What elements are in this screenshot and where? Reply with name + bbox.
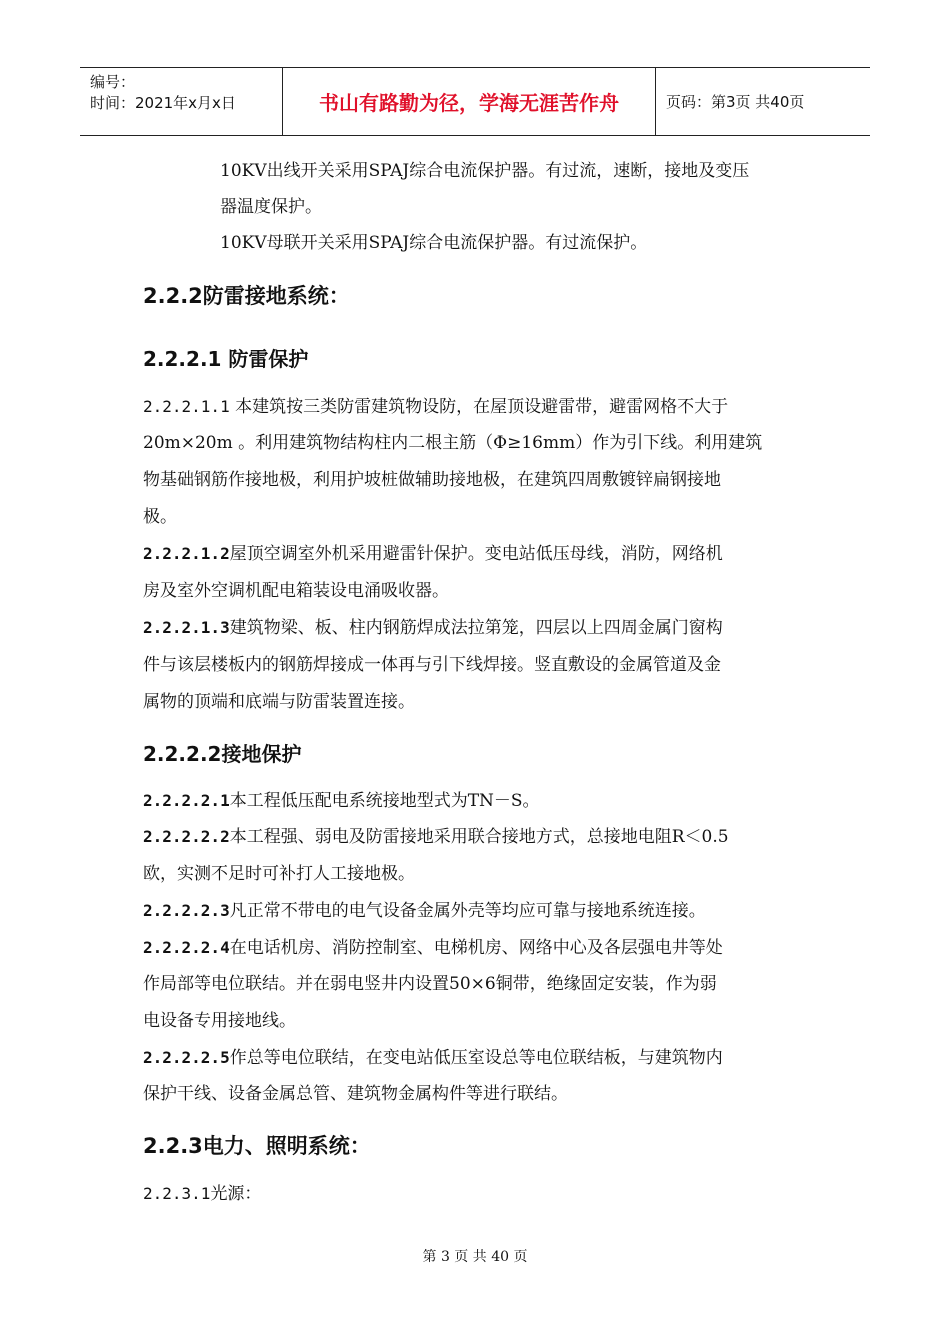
header-meta	[80, 68, 282, 135]
item-text: 本工程低压配电系统接地型式为TN－S。	[229, 791, 540, 811]
item-number: 2.2.2.1.3	[143, 618, 230, 637]
header-motto: 书山有路勤为径，学海无涯苦作舟	[282, 68, 656, 135]
paragraph-line: 保护干线、设备金属总管、建筑物金属构件等进行联结。	[143, 1084, 568, 1104]
item-text: 建筑物梁、板、柱内钢筋焊成法拉第笼，四层以上四周金属门窗构	[229, 618, 723, 638]
paragraph-line	[143, 1176, 261, 1212]
paragraph-line	[143, 893, 706, 929]
paragraph-line: 电设备专用接地线。	[143, 1011, 296, 1031]
section-heading-2-2-2: 2.2.2防雷接地系统：	[143, 284, 350, 308]
item-text: 本建筑按三类防雷建筑物设防，在屋顶设避雷带，避雷网格不大于	[229, 397, 729, 417]
paragraph-line	[143, 783, 540, 819]
header-page-info: 页码：第3页 共40页	[666, 93, 805, 111]
paragraph-line: 作局部等电位联结。并在弱电竖井内设置50×6铜带，绝缘固定安装，作为弱	[143, 974, 717, 994]
section-heading-2-2-2-1: 2.2.2.1 防雷保护	[143, 347, 309, 371]
paragraph-line: 器温度保护。	[220, 197, 322, 217]
item-number: 2.2.2.1.1	[143, 397, 230, 416]
page-footer: 第 3 页 共 40 页	[422, 1249, 528, 1265]
paragraph-line	[143, 930, 723, 966]
paragraph-line: 20m×20m 。利用建筑物结构柱内二根主筋（Φ≥16mm）作为引下线。利用建筑	[143, 433, 763, 453]
item-number: 2.2.2.2.1	[143, 791, 230, 810]
item-number: 2.2.2.2.3	[143, 901, 230, 920]
item-number: 2.2.3.1	[143, 1184, 211, 1203]
item-number: 2.2.2.2.2	[143, 827, 230, 846]
paragraph-line: 欧，实测不足时可补打人工接地极。	[143, 864, 415, 884]
paragraph-line	[143, 389, 728, 425]
item-text: 本工程强、弱电及防雷接地采用联合接地方式，总接地电阻R＜0.5	[229, 827, 729, 847]
date-label: 时间：2021年x月x日	[90, 94, 236, 112]
section-heading-2-2-3: 2.2.3电力、照明系统：	[143, 1134, 371, 1158]
item-text: 凡正常不带电的电气设备金属外壳等均应可靠与接地系统连接。	[229, 901, 706, 921]
paragraph-line: 极。	[143, 507, 177, 527]
item-number: 2.2.2.2.5	[143, 1048, 230, 1067]
paragraph-line: 件与该层楼板内的钢筋焊接成一体再与引下线焊接。竖直敷设的金属管道及金	[143, 655, 721, 675]
paragraph-line	[143, 610, 723, 646]
serial-label: 编号：	[90, 73, 136, 91]
item-number: 2.2.2.2.4	[143, 938, 230, 957]
item-text: 屋顶空调室外机采用避雷针保护。变电站低压母线，消防，网络机	[229, 544, 723, 564]
paragraph-line	[143, 536, 723, 572]
item-text: 在电话机房、消防控制室、电梯机房、网络中心及各层强电井等处	[229, 938, 723, 958]
paragraph-line: 房及室外空调机配电箱装设电涌吸收器。	[143, 581, 449, 601]
item-text: 作总等电位联结，在变电站低压室设总等电位联结板，与建筑物内	[229, 1048, 723, 1068]
section-heading-2-2-2-2: 2.2.2.2接地保护	[143, 742, 302, 766]
item-text: 光源：	[210, 1184, 262, 1204]
paragraph-line	[143, 1040, 723, 1076]
paragraph-line: 10KV母联开关采用SPAJ综合电流保护器。有过流保护。	[220, 233, 648, 253]
paragraph-line: 10KV出线开关采用SPAJ综合电流保护器。有过流，速断，接地及变压	[220, 161, 750, 181]
paragraph-line: 物基础钢筋作接地极，利用护坡桩做辅助接地极，在建筑四周敷镀锌扁钢接地	[143, 470, 721, 490]
item-number: 2.2.2.1.2	[143, 544, 230, 563]
paragraph-line	[143, 819, 729, 855]
paragraph-line: 属物的顶端和底端与防雷装置连接。	[143, 692, 415, 712]
page-header	[80, 67, 870, 136]
